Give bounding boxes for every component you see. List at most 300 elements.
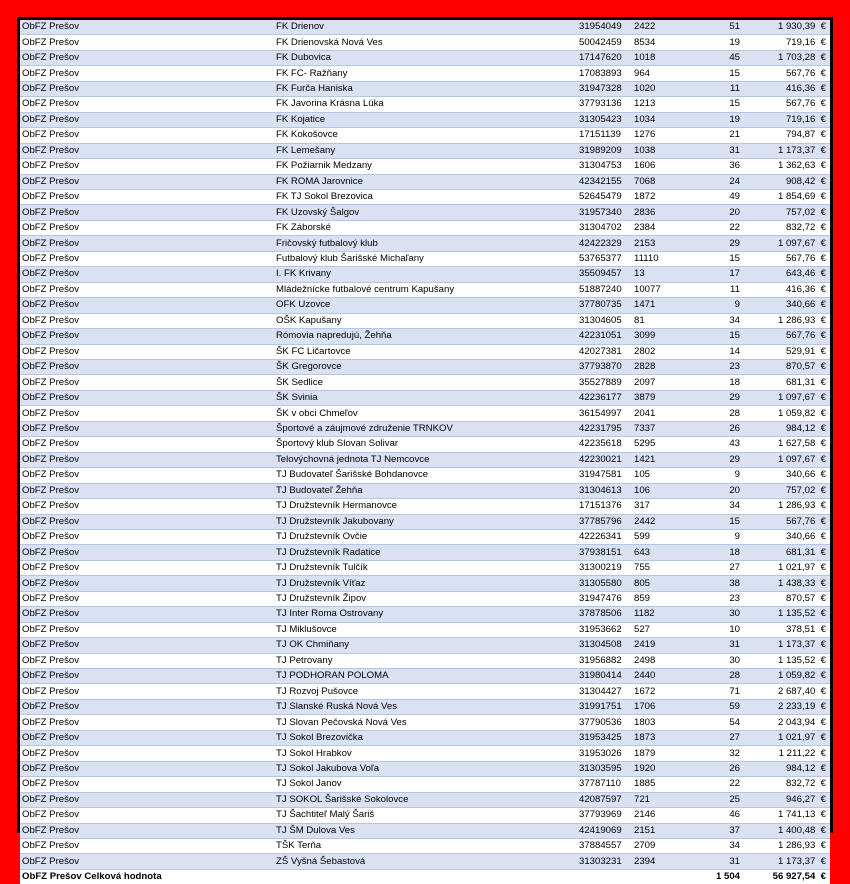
amount-cell [744, 715, 830, 730]
ico-cell: 42230021 [577, 452, 632, 467]
currency-symbol: € [820, 314, 826, 326]
ico-cell: 31304427 [577, 684, 632, 699]
club-cell: Rómovia napredujú, Žehňa [274, 329, 577, 344]
ico-cell: 42027381 [577, 344, 632, 359]
amount-cell [744, 514, 830, 529]
amount-value: 719,16 [785, 36, 816, 48]
ico-cell: 37793969 [577, 808, 632, 823]
table-row [20, 50, 830, 65]
currency-symbol: € [820, 438, 826, 450]
amount-value: 1 097,67 [777, 392, 816, 404]
count-cell: 25 [684, 792, 744, 807]
amount-cell [744, 684, 830, 699]
id-cell: 106 [632, 483, 684, 498]
currency-symbol: € [820, 824, 826, 836]
id-cell: 5295 [632, 437, 684, 452]
count-cell: 45 [684, 50, 744, 65]
count-cell: 10 [684, 622, 744, 637]
region-cell: ObFZ Prešov [20, 174, 274, 189]
region-cell: ObFZ Prešov [20, 854, 274, 869]
region-cell: ObFZ Prešov [20, 808, 274, 823]
id-cell: 1421 [632, 452, 684, 467]
ico-cell: 51887240 [577, 282, 632, 297]
id-cell: 7068 [632, 174, 684, 189]
club-cell: Športové a záujmové združenie TRNKOV [274, 421, 577, 436]
id-cell: 721 [632, 792, 684, 807]
region-cell: ObFZ Prešov [20, 591, 274, 606]
ico-cell: 31304753 [577, 159, 632, 174]
amount-cell [744, 792, 830, 807]
region-cell: ObFZ Prešov [20, 50, 274, 65]
currency-symbol: € [820, 716, 826, 728]
club-cell: ŠK v obci Chmeľov [274, 406, 577, 421]
empty-cell [632, 869, 684, 884]
count-cell: 46 [684, 808, 744, 823]
count-cell: 59 [684, 699, 744, 714]
currency-symbol: € [820, 500, 826, 512]
club-cell: ŠK FC Ličartovce [274, 344, 577, 359]
region-cell: ObFZ Prešov [20, 576, 274, 591]
region-cell: ObFZ Prešov [20, 143, 274, 158]
count-cell: 15 [684, 97, 744, 112]
club-cell: TJ Sokol Hrabkov [274, 746, 577, 761]
amount-value: 1 211,22 [778, 747, 816, 759]
club-cell: TJ PODHORAN POLOMA [274, 669, 577, 684]
ico-cell: 31980414 [577, 669, 632, 684]
id-cell: 2151 [632, 823, 684, 838]
table-row [20, 839, 830, 854]
amount-value: 416,36 [785, 283, 816, 295]
club-cell: TJ Slanské Ruská Nová Ves [274, 699, 577, 714]
region-cell: ObFZ Prešov [20, 437, 274, 452]
amount-value: 1 930,39 [777, 21, 816, 33]
amount-value: 643,46 [785, 268, 816, 280]
region-cell: ObFZ Prešov [20, 452, 274, 467]
amount-value: 1 362,63 [777, 160, 816, 172]
amount-cell [744, 499, 830, 514]
amount-value: 832,72 [785, 778, 816, 790]
club-cell: TJ ŠM Dulova Ves [274, 823, 577, 838]
ico-cell: 31947476 [577, 591, 632, 606]
amount-cell [744, 669, 830, 684]
count-cell: 29 [684, 452, 744, 467]
ico-cell: 31304508 [577, 638, 632, 653]
table-row [20, 638, 830, 653]
club-cell: FK Drienov [274, 20, 577, 35]
count-cell: 30 [684, 653, 744, 668]
count-cell: 31 [684, 638, 744, 653]
ico-cell: 37938151 [577, 545, 632, 560]
ico-cell: 35527889 [577, 375, 632, 390]
currency-symbol: € [820, 515, 826, 527]
table-row [20, 854, 830, 869]
club-cell: OŠK Kapušany [274, 313, 577, 328]
id-cell: 8534 [632, 35, 684, 50]
club-cell: TJ Budovateľ Šarišské Bohdanovce [274, 468, 577, 483]
club-cell: TJ SOKOL Šarišské Sokolovce [274, 792, 577, 807]
amount-cell [744, 468, 830, 483]
id-cell: 2422 [632, 20, 684, 35]
club-cell: TJ Slovan Pečovská Nová Ves [274, 715, 577, 730]
count-cell: 30 [684, 607, 744, 622]
amount-value: 870,57 [785, 361, 816, 373]
amount-value: 567,76 [785, 98, 816, 110]
amount-value: 1 286,93 [777, 840, 816, 852]
currency-symbol: € [820, 871, 826, 883]
count-cell: 22 [684, 777, 744, 792]
amount-cell [744, 267, 830, 282]
table-row [20, 66, 830, 81]
currency-symbol: € [820, 608, 826, 620]
count-cell: 14 [684, 344, 744, 359]
id-cell: 643 [632, 545, 684, 560]
id-cell: 1706 [632, 699, 684, 714]
ico-cell: 31953425 [577, 730, 632, 745]
ico-cell: 31953026 [577, 746, 632, 761]
table-row [20, 313, 830, 328]
amount-cell [744, 746, 830, 761]
ico-cell: 31303231 [577, 854, 632, 869]
club-cell: TJ Družstevník Víťaz [274, 576, 577, 591]
region-cell: ObFZ Prešov [20, 669, 274, 684]
amount-value: 832,72 [785, 222, 816, 234]
amount-value: 1 438,33 [777, 577, 816, 589]
count-cell: 43 [684, 437, 744, 452]
count-cell: 26 [684, 421, 744, 436]
currency-symbol: € [820, 144, 826, 156]
ico-cell: 42226341 [577, 529, 632, 544]
ico-cell: 31989209 [577, 143, 632, 158]
amount-value: 946,27 [785, 793, 816, 805]
id-cell: 2442 [632, 514, 684, 529]
currency-symbol: € [820, 376, 826, 388]
currency-symbol: € [820, 191, 826, 203]
id-cell: 105 [632, 468, 684, 483]
region-cell: ObFZ Prešov [20, 313, 274, 328]
id-cell: 1471 [632, 298, 684, 313]
currency-symbol: € [820, 52, 826, 64]
amount-cell [744, 220, 830, 235]
region-cell: ObFZ Prešov [20, 128, 274, 143]
amount-cell [744, 638, 830, 653]
currency-symbol: € [820, 129, 826, 141]
club-cell: TJ Šachtiteľ Malý Šariš [274, 808, 577, 823]
amount-cell [744, 808, 830, 823]
count-cell: 9 [684, 468, 744, 483]
ico-cell: 31300219 [577, 560, 632, 575]
amount-cell [744, 375, 830, 390]
count-cell: 31 [684, 143, 744, 158]
currency-symbol: € [820, 747, 826, 759]
region-cell: ObFZ Prešov [20, 839, 274, 854]
id-cell: 1018 [632, 50, 684, 65]
club-cell: TŠK Terňa [274, 839, 577, 854]
amount-cell [744, 205, 830, 220]
amount-cell [744, 839, 830, 854]
region-cell: ObFZ Prešov [20, 375, 274, 390]
amount-value: 1 173,37 [777, 855, 816, 867]
amount-cell [744, 329, 830, 344]
ico-cell: 31303595 [577, 761, 632, 776]
amount-cell [744, 483, 830, 498]
id-cell: 317 [632, 499, 684, 514]
count-cell: 23 [684, 591, 744, 606]
count-cell: 29 [684, 390, 744, 405]
club-cell: ŠK Svinia [274, 390, 577, 405]
ico-cell: 42231051 [577, 329, 632, 344]
table-row [20, 236, 830, 251]
amount-value: 1 854,69 [777, 191, 816, 203]
club-cell: TJ Petrovany [274, 653, 577, 668]
currency-symbol: € [820, 762, 826, 774]
amount-cell [744, 66, 830, 81]
table-row [20, 359, 830, 374]
club-cell: TJ Inter Roma Ostrovany [274, 607, 577, 622]
amount-value: 1 173,37 [777, 144, 816, 156]
currency-symbol: € [820, 546, 826, 558]
count-cell: 51 [684, 20, 744, 35]
amount-value: 567,76 [785, 515, 816, 527]
amount-value: 1 059,82 [777, 670, 816, 682]
amount-value: 757,02 [785, 484, 816, 496]
region-cell: ObFZ Prešov [20, 529, 274, 544]
club-cell: ŠK Gregorovce [274, 359, 577, 374]
count-cell: 17 [684, 267, 744, 282]
amount-value: 567,76 [785, 330, 816, 342]
id-cell: 1020 [632, 81, 684, 96]
ico-cell: 53765377 [577, 251, 632, 266]
currency-symbol: € [820, 562, 826, 574]
amount-cell [744, 545, 830, 560]
amount-cell [744, 128, 830, 143]
club-cell: FK ROMA Jarovnice [274, 174, 577, 189]
currency-symbol: € [820, 330, 826, 342]
amount-value: 567,76 [785, 253, 816, 265]
region-cell: ObFZ Prešov [20, 251, 274, 266]
ico-cell: 37878506 [577, 607, 632, 622]
table-row [20, 699, 830, 714]
region-cell: ObFZ Prešov [20, 514, 274, 529]
currency-symbol: € [820, 623, 826, 635]
amount-cell [744, 699, 830, 714]
ico-cell: 31304605 [577, 313, 632, 328]
table-frame [17, 17, 833, 883]
club-cell: Telovýchovná jednota TJ Nemcovce [274, 452, 577, 467]
table-row [20, 35, 830, 50]
club-cell: OFK Uzovce [274, 298, 577, 313]
region-cell: ObFZ Prešov [20, 66, 274, 81]
amount-value: 1 286,93 [777, 500, 816, 512]
count-cell: 20 [684, 483, 744, 498]
ico-cell: 37884557 [577, 839, 632, 854]
region-cell: ObFZ Prešov [20, 81, 274, 96]
currency-symbol: € [820, 639, 826, 651]
region-cell: ObFZ Prešov [20, 20, 274, 35]
region-cell: ObFZ Prešov [20, 236, 274, 251]
club-cell: Športový klub Slovan Solivar [274, 437, 577, 452]
table-row [20, 128, 830, 143]
currency-symbol: € [820, 855, 826, 867]
currency-symbol: € [820, 577, 826, 589]
currency-symbol: € [820, 299, 826, 311]
currency-symbol: € [820, 484, 826, 496]
id-cell: 859 [632, 591, 684, 606]
ico-cell: 35509457 [577, 267, 632, 282]
amount-cell [744, 143, 830, 158]
ico-cell: 31304702 [577, 220, 632, 235]
region-cell: ObFZ Prešov [20, 545, 274, 560]
club-cell: FK Furča Haniska [274, 81, 577, 96]
count-cell: 38 [684, 576, 744, 591]
currency-symbol: € [820, 407, 826, 419]
region-cell: ObFZ Prešov [20, 344, 274, 359]
table-row [20, 375, 830, 390]
currency-symbol: € [820, 253, 826, 265]
amount-cell [744, 622, 830, 637]
count-cell: 49 [684, 189, 744, 204]
id-cell: 1872 [632, 189, 684, 204]
amount-value: 984,12 [785, 423, 816, 434]
region-cell: ObFZ Prešov [20, 684, 274, 699]
currency-symbol: € [820, 670, 826, 682]
amount-cell [744, 20, 830, 35]
id-cell: 2828 [632, 359, 684, 374]
region-cell: ObFZ Prešov [20, 359, 274, 374]
currency-symbol: € [820, 469, 826, 481]
table-row [20, 468, 830, 483]
empty-cell [274, 869, 577, 884]
amount-value: 1 286,93 [777, 314, 816, 326]
amount-value: 1 703,28 [777, 52, 816, 64]
currency-symbol: € [820, 778, 826, 790]
id-cell: 1920 [632, 761, 684, 776]
id-cell: 2836 [632, 205, 684, 220]
total-count: 1 504 [684, 869, 744, 884]
id-cell: 2153 [632, 236, 684, 251]
table-body [20, 20, 830, 869]
table-row [20, 684, 830, 699]
id-cell: 81 [632, 313, 684, 328]
ico-cell: 31947328 [577, 81, 632, 96]
count-cell: 18 [684, 375, 744, 390]
table-row [20, 81, 830, 96]
region-cell: ObFZ Prešov [20, 730, 274, 745]
amount-cell [744, 81, 830, 96]
ico-cell: 17151376 [577, 499, 632, 514]
ico-cell: 52645479 [577, 189, 632, 204]
table-row [20, 298, 830, 313]
amount-cell [744, 823, 830, 838]
amount-value: 1 173,37 [777, 639, 816, 651]
club-cell: FK Lemešany [274, 143, 577, 158]
club-cell: FK TJ Sokol Brezovica [274, 189, 577, 204]
club-cell: FK FC- Ražňany [274, 66, 577, 81]
region-cell: ObFZ Prešov [20, 159, 274, 174]
region-cell: ObFZ Prešov [20, 267, 274, 282]
amount-cell [744, 97, 830, 112]
amount-value: 2 233,19 [777, 701, 816, 713]
id-cell: 2146 [632, 808, 684, 823]
id-cell: 805 [632, 576, 684, 591]
empty-cell [577, 869, 632, 884]
region-cell: ObFZ Prešov [20, 653, 274, 668]
id-cell: 1213 [632, 97, 684, 112]
count-cell: 20 [684, 205, 744, 220]
club-cell: TJ Družstevník Žipov [274, 591, 577, 606]
id-cell: 755 [632, 560, 684, 575]
table-row [20, 591, 830, 606]
currency-symbol: € [820, 345, 826, 357]
amount-cell [744, 282, 830, 297]
table-row [20, 622, 830, 637]
amount-value: 2 687,40 [777, 685, 816, 697]
count-cell: 19 [684, 112, 744, 127]
table-row [20, 669, 830, 684]
ico-cell: 50042459 [577, 35, 632, 50]
club-cell: FK Uzovský Šalgov [274, 205, 577, 220]
id-cell: 1803 [632, 715, 684, 730]
id-cell: 2440 [632, 669, 684, 684]
count-cell: 15 [684, 251, 744, 266]
amount-cell [744, 35, 830, 50]
count-cell: 27 [684, 560, 744, 575]
club-cell: FK Požiarnik Medzany [274, 159, 577, 174]
amount-value: 794,87 [785, 129, 816, 141]
total-row [20, 869, 830, 884]
amount-value: 529,91 [785, 345, 816, 357]
amount-value: 719,16 [785, 113, 816, 125]
ico-cell: 31957340 [577, 205, 632, 220]
count-cell: 32 [684, 746, 744, 761]
id-cell: 1885 [632, 777, 684, 792]
club-cell: TJ Družstevník Ovčie [274, 529, 577, 544]
ico-cell: 37793870 [577, 359, 632, 374]
table-row [20, 421, 830, 436]
amount-cell [744, 236, 830, 251]
amount-value: 416,36 [785, 83, 816, 95]
amount-cell [744, 560, 830, 575]
total-amount [744, 869, 830, 884]
table-row [20, 529, 830, 544]
club-cell: FK Javorina Krásna Lúka [274, 97, 577, 112]
amount-cell [744, 390, 830, 405]
table-row [20, 159, 830, 174]
table-row [20, 189, 830, 204]
currency-symbol: € [820, 453, 826, 465]
count-cell: 29 [684, 236, 744, 251]
id-cell: 2802 [632, 344, 684, 359]
count-cell: 9 [684, 298, 744, 313]
count-cell: 71 [684, 684, 744, 699]
club-cell: TJ Sokol Jakubova Voľa [274, 761, 577, 776]
ico-cell: 42422329 [577, 236, 632, 251]
ico-cell: 37790536 [577, 715, 632, 730]
table-row [20, 282, 830, 297]
id-cell: 7337 [632, 421, 684, 436]
amount-value: 1 059,82 [777, 407, 816, 419]
ico-cell: 36154997 [577, 406, 632, 421]
count-cell: 34 [684, 313, 744, 328]
id-cell: 599 [632, 529, 684, 544]
ico-cell: 31947581 [577, 468, 632, 483]
region-cell: ObFZ Prešov [20, 715, 274, 730]
amount-cell [744, 854, 830, 869]
club-cell: TJ OK Chmiňany [274, 638, 577, 653]
amount-cell [744, 452, 830, 467]
club-cell: TJ Družstevník Tulčík [274, 560, 577, 575]
ico-cell: 31305423 [577, 112, 632, 127]
region-cell: ObFZ Prešov [20, 189, 274, 204]
